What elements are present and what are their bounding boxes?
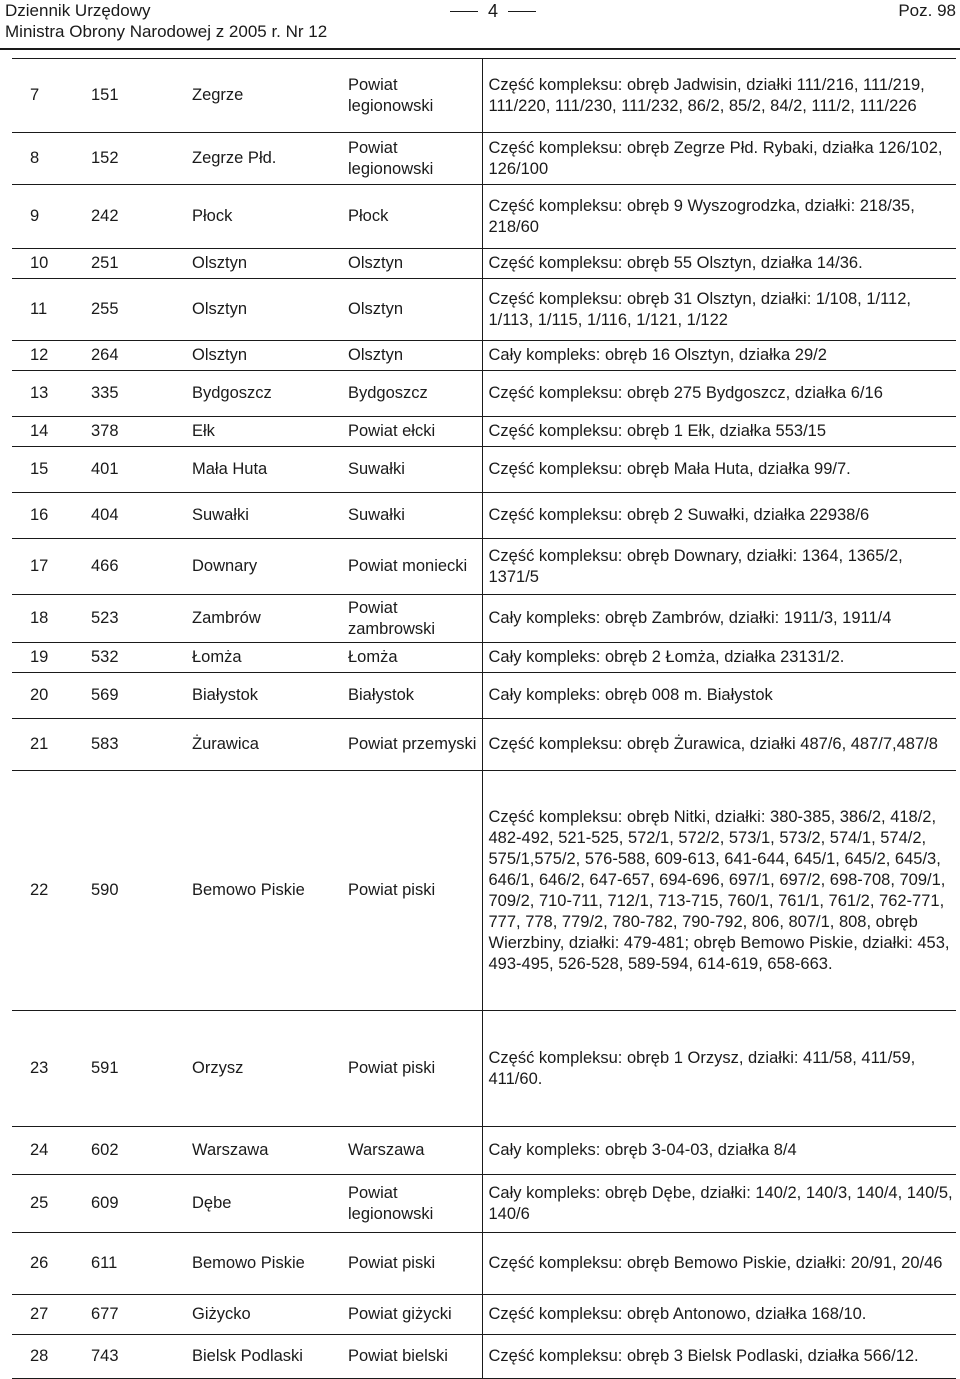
complex-number-cell: 532 [85, 643, 188, 673]
location-cell: Zegrze [188, 59, 338, 133]
table-row [12, 1335, 956, 1379]
description-cell: Część kompleksu: obręb 31 Olsztyn, działki: 1/108, 1/112, 1/113, 1/115, 1/116, 1/121, 1/122 [482, 279, 956, 341]
complex-number-cell: 151 [85, 59, 188, 133]
powiat-cell: Powiat piski [338, 1233, 482, 1295]
row-number-cell: 11 [12, 279, 85, 341]
location-cell: Łomża [188, 643, 338, 673]
row-number-cell: 18 [12, 595, 85, 643]
row-number-cell: 27 [12, 1295, 85, 1335]
description-cell: Część kompleksu: obręb 3 Bielsk Podlaski, działka 566/12. [482, 1335, 956, 1379]
powiat-cell: Olsztyn [338, 341, 482, 371]
complex-number-cell: 590 [85, 771, 188, 1011]
complex-number-cell: 378 [85, 417, 188, 447]
powiat-cell: Powiat zambrowski [338, 595, 482, 643]
powiat-cell: Powiat piski [338, 1011, 482, 1127]
table-row [12, 185, 956, 249]
complex-number-cell: 335 [85, 371, 188, 417]
table-row [12, 279, 956, 341]
table-row [12, 447, 956, 493]
row-number-cell: 20 [12, 673, 85, 719]
description-cell: Cały kompleks: obręb 008 m. Białystok [482, 673, 956, 719]
table-row [12, 719, 956, 771]
table-row [12, 1295, 956, 1335]
powiat-cell: Powiat przemyski [338, 719, 482, 771]
row-number-cell: 14 [12, 417, 85, 447]
dash-right [508, 11, 536, 12]
powiat-cell: Łomża [338, 643, 482, 673]
row-number-cell: 26 [12, 1233, 85, 1295]
table-row [12, 539, 956, 595]
table-row [12, 59, 956, 133]
description-cell: Cały kompleks: obręb 16 Olsztyn, działka 29/2 [482, 341, 956, 371]
page-number: 4 [488, 1, 499, 21]
table-row [12, 595, 956, 643]
row-number-cell: 12 [12, 341, 85, 371]
table-row [12, 673, 956, 719]
table-row [12, 493, 956, 539]
description-cell: Część kompleksu: obręb 2 Suwałki, działka 22938/6 [482, 493, 956, 539]
row-number-cell: 24 [12, 1127, 85, 1175]
complex-number-cell: 677 [85, 1295, 188, 1335]
page-header-left [5, 0, 327, 42]
location-cell: Olsztyn [188, 249, 338, 279]
description-cell: Część kompleksu: obręb Zegrze Płd. Rybaki, działka 126/102, 126/100 [482, 133, 956, 185]
dash-left [450, 11, 478, 12]
location-cell: Giżycko [188, 1295, 338, 1335]
row-number-cell: 25 [12, 1175, 85, 1233]
complex-number-cell: 611 [85, 1233, 188, 1295]
description-cell: Część kompleksu: obręb 1 Ełk, działka 553/15 [482, 417, 956, 447]
register-table-body [12, 59, 956, 1379]
location-cell: Żurawica [188, 719, 338, 771]
description-cell: Część kompleksu: obręb 55 Olsztyn, działka 14/36. [482, 249, 956, 279]
row-number-cell: 8 [12, 133, 85, 185]
location-cell: Ełk [188, 417, 338, 447]
table-row [12, 1011, 956, 1127]
complex-number-cell: 152 [85, 133, 188, 185]
powiat-cell: Olsztyn [338, 279, 482, 341]
powiat-cell: Bydgoszcz [338, 371, 482, 417]
powiat-cell: Powiat ełcki [338, 417, 482, 447]
row-number-cell: 23 [12, 1011, 85, 1127]
row-number-cell: 17 [12, 539, 85, 595]
complex-number-cell: 583 [85, 719, 188, 771]
complex-number-cell: 466 [85, 539, 188, 595]
powiat-cell: Warszawa [338, 1127, 482, 1175]
location-cell: Olsztyn [188, 279, 338, 341]
row-number-cell: 15 [12, 447, 85, 493]
complex-number-cell: 609 [85, 1175, 188, 1233]
powiat-cell: Suwałki [338, 447, 482, 493]
description-cell: Część kompleksu: obręb Antonowo, działka 168/10. [482, 1295, 956, 1335]
table-row [12, 249, 956, 279]
location-cell: Mała Huta [188, 447, 338, 493]
journal-title: Dziennik Urzędowy [5, 1, 151, 20]
description-cell: Część kompleksu: obręb Żurawica, działki 487/6, 487/7,487/8 [482, 719, 956, 771]
complex-number-cell: 569 [85, 673, 188, 719]
complex-number-cell: 602 [85, 1127, 188, 1175]
description-cell: Część kompleksu: obręb Downary, działki: 1364, 1365/2, 1371/5 [482, 539, 956, 595]
powiat-cell: Powiat legionowski [338, 59, 482, 133]
description-cell: Cały kompleks: obręb 3-04-03, działka 8/4 [482, 1127, 956, 1175]
table-row [12, 643, 956, 673]
location-cell: Dębe [188, 1175, 338, 1233]
position-label: Poz. 98 [898, 1, 956, 20]
complex-number-cell: 401 [85, 447, 188, 493]
location-cell: Zambrów [188, 595, 338, 643]
table-row [12, 1175, 956, 1233]
powiat-cell: Powiat legionowski [338, 1175, 482, 1233]
powiat-cell: Powiat legionowski [338, 133, 482, 185]
table-row [12, 1233, 956, 1295]
description-cell: Część kompleksu: obręb Nitki, działki: 380-385, 386/2, 418/2, 482-492, 521-525, 572/1, 572/2, 573/1, 573/2, 574/1, 574/2, 575/1,575/2, 576-588, 609-613, 641-644, 645/1, 645/2, 645/3, 646/1, 646/2, 647-657, 694-696, 697/1, 697/2, 698-708, 709/1, 709/2, 710-711, 712/1, 713-715, 760/1, 761/1, 761/2, 762-771, 777, 778, 779/2, 780-782, 790-792, 806, 807/1, 808, obręb Wierzbiny, działki: 479-481; obręb Bemowo Piskie, działki: 453, 493-495, 526-528, 589-594, 614-619, 658-663. [482, 771, 956, 1011]
complex-number-cell: 251 [85, 249, 188, 279]
description-cell: Część kompleksu: obręb 9 Wyszogrodzka, działki: 218/35, 218/60 [482, 185, 956, 249]
powiat-cell: Suwałki [338, 493, 482, 539]
description-cell: Część kompleksu: obręb Mała Huta, działka 99/7. [482, 447, 956, 493]
powiat-cell: Powiat moniecki [338, 539, 482, 595]
complex-number-cell: 404 [85, 493, 188, 539]
complex-number-cell: 255 [85, 279, 188, 341]
complex-number-cell: 264 [85, 341, 188, 371]
location-cell: Zegrze Płd. [188, 133, 338, 185]
table-row [12, 371, 956, 417]
table-row [12, 417, 956, 447]
page-number-block [440, 0, 546, 22]
complex-number-cell: 242 [85, 185, 188, 249]
powiat-cell: Powiat giżycki [338, 1295, 482, 1335]
complex-number-cell: 743 [85, 1335, 188, 1379]
location-cell: Downary [188, 539, 338, 595]
table-row [12, 341, 956, 371]
complex-number-cell: 591 [85, 1011, 188, 1127]
description-cell: Cały kompleks: obręb 2 Łomża, działka 23131/2. [482, 643, 956, 673]
description-cell: Część kompleksu: obręb 1 Orzysz, działki: 411/58, 411/59, 411/60. [482, 1011, 956, 1127]
location-cell: Suwałki [188, 493, 338, 539]
location-cell: Płock [188, 185, 338, 249]
location-cell: Olsztyn [188, 341, 338, 371]
powiat-cell: Powiat bielski [338, 1335, 482, 1379]
row-number-cell: 9 [12, 185, 85, 249]
description-cell: Część kompleksu: obręb 275 Bydgoszcz, działka 6/16 [482, 371, 956, 417]
location-cell: Białystok [188, 673, 338, 719]
powiat-cell: Powiat piski [338, 771, 482, 1011]
description-cell: Część kompleksu: obręb Bemowo Piskie, działki: 20/91, 20/46 [482, 1233, 956, 1295]
location-cell: Bemowo Piskie [188, 771, 338, 1011]
row-number-cell: 10 [12, 249, 85, 279]
location-cell: Bemowo Piskie [188, 1233, 338, 1295]
location-cell: Bielsk Podlaski [188, 1335, 338, 1379]
table-row [12, 1127, 956, 1175]
row-number-cell: 13 [12, 371, 85, 417]
header-rule [0, 48, 960, 50]
powiat-cell: Olsztyn [338, 249, 482, 279]
row-number-cell: 16 [12, 493, 85, 539]
row-number-cell: 22 [12, 771, 85, 1011]
row-number-cell: 21 [12, 719, 85, 771]
description-cell: Cały kompleks: obręb Zambrów, działki: 1911/3, 1911/4 [482, 595, 956, 643]
location-cell: Orzysz [188, 1011, 338, 1127]
row-number-cell: 7 [12, 59, 85, 133]
location-cell: Warszawa [188, 1127, 338, 1175]
description-cell: Część kompleksu: obręb Jadwisin, działki 111/216, 111/219, 111/220, 111/230, 111/232, 86/2, 85/2, 84/2, 111/2, 111/226 [482, 59, 956, 133]
powiat-cell: Płock [338, 185, 482, 249]
location-cell: Bydgoszcz [188, 371, 338, 417]
description-cell: Cały kompleks: obręb Dębe, działki: 140/2, 140/3, 140/4, 140/5, 140/6 [482, 1175, 956, 1233]
table-row [12, 771, 956, 1011]
ministry-issue: Ministra Obrony Narodowej z 2005 r. Nr 12 [5, 22, 328, 41]
complex-number-cell: 523 [85, 595, 188, 643]
table-row [12, 133, 956, 185]
row-number-cell: 28 [12, 1335, 85, 1379]
powiat-cell: Białystok [338, 673, 482, 719]
row-number-cell: 19 [12, 643, 85, 673]
register-table [12, 58, 956, 1379]
